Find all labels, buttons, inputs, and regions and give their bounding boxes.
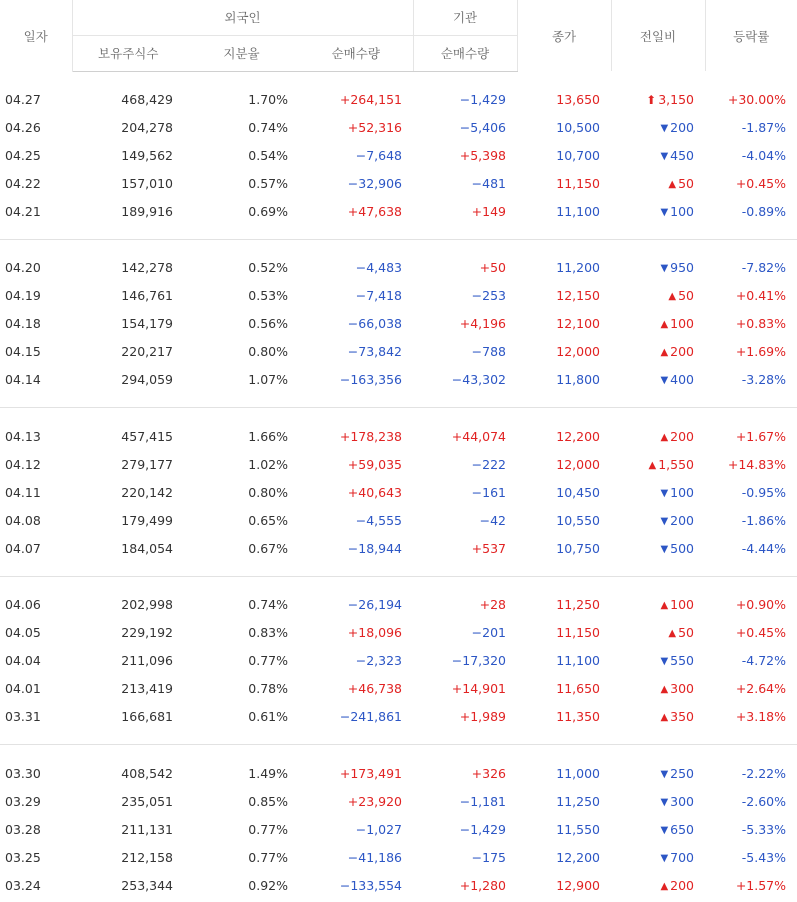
close-cell: 12,000 — [556, 344, 601, 359]
close-cell: 12,000 — [556, 456, 601, 472]
date-header: 일자 — [0, 0, 72, 71]
rate-cell: -5.33% — [741, 821, 787, 837]
ratio-cell: 0.78% — [248, 681, 288, 696]
close-cell: 11,800 — [556, 372, 601, 387]
holdings-cell: 157,010 — [121, 175, 173, 191]
triangle-down-icon: ▼ — [660, 263, 669, 274]
change-cell — [611, 759, 705, 787]
change-cell — [611, 254, 705, 282]
rate-cell: -1.87% — [741, 119, 787, 135]
date-cell: 04.18 — [5, 316, 41, 331]
foreign-net-cell: +52,316 — [347, 119, 403, 135]
date-cell: 03.30 — [5, 765, 41, 781]
close-cell: 11,150 — [556, 625, 601, 640]
ratio-cell: 0.80% — [248, 484, 288, 500]
change-value: 400 — [670, 372, 695, 387]
change-value: 300 — [670, 793, 695, 809]
arrow-up-icon: ⬆ — [646, 92, 657, 107]
holdings-cell: 211,131 — [121, 821, 173, 837]
triangle-down-icon: ▼ — [660, 150, 669, 162]
triangle-down-icon: ▼ — [660, 543, 669, 555]
change-cell — [611, 85, 705, 113]
ratio-cell: 0.67% — [248, 540, 288, 556]
foreign-net-cell: −41,186 — [347, 849, 403, 865]
ratio-cell: 0.83% — [248, 625, 288, 640]
change-value: 100 — [670, 316, 695, 331]
triangle-down-icon: ▼ — [660, 122, 669, 134]
inst-net-header: 순매수량 — [413, 35, 517, 71]
holdings-cell: 220,217 — [121, 344, 173, 359]
holdings-header: 보유주식수 — [72, 35, 184, 71]
holdings-cell: 294,059 — [121, 372, 173, 387]
table-row — [0, 647, 797, 675]
ratio-cell: 1.66% — [248, 428, 288, 444]
foreign-net-header: 순매수량 — [299, 35, 413, 71]
group-spacer — [0, 71, 797, 85]
triangle-up-icon: ▲ — [660, 712, 669, 723]
change-cell — [611, 197, 705, 225]
triangle-up-icon: ▲ — [660, 684, 669, 695]
foreign-net-cell: −133,554 — [339, 877, 403, 893]
foreign-net-cell: −73,842 — [347, 344, 403, 359]
foreign-net-cell: −66,038 — [347, 316, 403, 331]
foreign-net-cell: +178,238 — [339, 428, 403, 444]
rate-cell: -4.72% — [741, 653, 787, 668]
table-row — [0, 169, 797, 197]
ratio-cell: 0.61% — [248, 709, 288, 724]
foreign-net-cell: +40,643 — [347, 484, 403, 500]
foreign-net-cell: −7,648 — [355, 147, 403, 163]
rate-cell: +1.67% — [735, 428, 787, 444]
date-cell: 04.05 — [5, 625, 41, 640]
table-row — [0, 310, 797, 338]
close-cell: 11,100 — [556, 203, 601, 219]
rate-cell: -2.22% — [741, 765, 787, 781]
holdings-cell: 235,051 — [121, 793, 173, 809]
holdings-cell: 149,562 — [121, 147, 173, 163]
inst-net-cell: −161 — [471, 484, 507, 500]
inst-net-cell: +44,074 — [451, 428, 507, 444]
change-value: 200 — [670, 428, 695, 444]
foreign-group-header: 외국인 — [72, 0, 413, 35]
holdings-cell: 408,542 — [121, 765, 173, 781]
inst-net-cell: −1,181 — [459, 793, 507, 809]
inst-net-cell: −175 — [471, 849, 507, 865]
ratio-cell: 1.07% — [248, 372, 288, 387]
triangle-down-icon: ▼ — [660, 515, 669, 527]
triangle-down-icon: ▼ — [660, 206, 669, 218]
date-cell: 04.06 — [5, 597, 41, 612]
ratio-cell: 1.70% — [248, 91, 288, 107]
change-value: 100 — [670, 597, 695, 612]
group-spacer — [0, 745, 797, 759]
ratio-cell: 0.77% — [248, 653, 288, 668]
inst-net-cell: −1,429 — [459, 821, 507, 837]
holdings-cell: 229,192 — [121, 625, 173, 640]
change-value: 250 — [670, 765, 695, 781]
foreign-net-cell: +173,491 — [339, 765, 403, 781]
date-cell: 04.12 — [5, 456, 41, 472]
ratio-cell: 0.69% — [248, 203, 288, 219]
date-cell: 03.28 — [5, 821, 41, 837]
table-row — [0, 506, 797, 534]
foreign-net-cell: −1,027 — [355, 821, 403, 837]
table-row — [0, 591, 797, 619]
change-cell — [611, 282, 705, 310]
holdings-cell: 212,158 — [121, 849, 173, 865]
change-cell — [611, 141, 705, 169]
triangle-down-icon: ▼ — [660, 768, 669, 780]
holdings-cell: 204,278 — [121, 119, 173, 135]
table-row — [0, 422, 797, 450]
holdings-cell: 142,278 — [121, 260, 173, 275]
ratio-cell: 1.02% — [248, 456, 288, 472]
holdings-cell: 189,916 — [121, 203, 173, 219]
inst-net-cell: −5,406 — [459, 119, 507, 135]
inst-net-cell: +4,196 — [459, 316, 507, 331]
close-cell: 12,200 — [556, 849, 601, 865]
rate-cell: -1.86% — [741, 512, 787, 528]
rate-cell: -4.44% — [741, 540, 787, 556]
change-value: 3,150 — [658, 91, 695, 107]
table-row — [0, 843, 797, 871]
close-cell: 11,100 — [556, 653, 601, 668]
date-cell: 04.25 — [5, 147, 41, 163]
ratio-header: 지분율 — [184, 35, 299, 71]
rate-cell: -5.43% — [741, 849, 787, 865]
table-row — [0, 141, 797, 169]
change-cell — [611, 422, 705, 450]
triangle-up-icon: ▲ — [660, 431, 669, 443]
table-row — [0, 703, 797, 731]
date-cell: 04.20 — [5, 260, 41, 275]
change-value: 50 — [678, 625, 695, 640]
change-value: 100 — [670, 203, 695, 219]
table-row — [0, 254, 797, 282]
foreign-net-cell: −32,906 — [347, 175, 403, 191]
holdings-cell: 213,419 — [121, 681, 173, 696]
ratio-cell: 0.92% — [248, 877, 288, 893]
close-cell: 10,500 — [556, 119, 601, 135]
group-spacer — [0, 562, 797, 576]
change-value: 200 — [670, 512, 695, 528]
group-spacer — [0, 731, 797, 745]
close-cell: 12,900 — [556, 877, 601, 893]
foreign-net-cell: −4,555 — [355, 512, 403, 528]
rate-cell: +0.90% — [735, 597, 787, 612]
triangle-up-icon: ▲ — [668, 628, 677, 639]
close-cell: 11,650 — [556, 681, 601, 696]
close-cell: 11,250 — [556, 793, 601, 809]
holdings-cell: 220,142 — [121, 484, 173, 500]
date-cell: 04.26 — [5, 119, 41, 135]
inst-net-cell: +1,280 — [459, 877, 507, 893]
close-cell: 11,350 — [556, 709, 601, 724]
triangle-down-icon: ▼ — [660, 375, 669, 386]
change-value: 50 — [678, 288, 695, 303]
foreign-net-cell: −241,861 — [339, 709, 403, 724]
change-cell — [611, 366, 705, 394]
triangle-down-icon: ▼ — [660, 656, 669, 667]
triangle-down-icon: ▼ — [660, 487, 669, 499]
triangle-up-icon: ▲ — [668, 178, 677, 190]
ratio-cell: 0.52% — [248, 260, 288, 275]
triangle-up-icon: ▲ — [660, 880, 669, 892]
table-row — [0, 282, 797, 310]
change-value: 450 — [670, 147, 695, 163]
change-cell — [611, 506, 705, 534]
date-cell: 04.14 — [5, 372, 41, 387]
table-row — [0, 338, 797, 366]
close-cell: 10,750 — [556, 540, 601, 556]
rate-cell: -0.95% — [741, 484, 787, 500]
inst-net-cell: +28 — [479, 597, 507, 612]
change-value: 550 — [670, 653, 695, 668]
rate-cell: -2.60% — [741, 793, 787, 809]
change-value: 350 — [670, 709, 695, 724]
rate-cell: -4.04% — [741, 147, 787, 163]
close-cell: 11,250 — [556, 597, 601, 612]
change-value: 1,550 — [658, 456, 695, 472]
date-cell: 03.31 — [5, 709, 41, 724]
close-cell: 10,700 — [556, 147, 601, 163]
date-cell: 03.29 — [5, 793, 41, 809]
date-cell: 03.25 — [5, 849, 41, 865]
rate-cell: +1.69% — [735, 344, 787, 359]
date-cell: 03.24 — [5, 877, 41, 893]
triangle-down-icon: ▼ — [660, 852, 669, 864]
table-row — [0, 871, 797, 899]
change-cell — [611, 619, 705, 647]
table-row — [0, 197, 797, 225]
triangle-up-icon: ▲ — [660, 600, 669, 611]
inst-net-cell: −42 — [479, 512, 507, 528]
holdings-cell: 166,681 — [121, 709, 173, 724]
close-cell: 11,550 — [556, 821, 601, 837]
table-header — [0, 0, 797, 71]
holdings-cell: 154,179 — [121, 316, 173, 331]
rate-cell: -0.89% — [741, 203, 787, 219]
close-cell: 13,650 — [556, 91, 601, 107]
table-row — [0, 450, 797, 478]
ratio-cell: 0.85% — [248, 793, 288, 809]
change-cell — [611, 478, 705, 506]
ratio-cell: 0.57% — [248, 175, 288, 191]
holdings-cell: 184,054 — [121, 540, 173, 556]
change-cell — [611, 310, 705, 338]
change-cell — [611, 675, 705, 703]
foreign-net-cell: −163,356 — [339, 372, 403, 387]
change-cell — [611, 787, 705, 815]
ratio-cell: 1.49% — [248, 765, 288, 781]
change-value: 200 — [670, 877, 695, 893]
rate-cell: -7.82% — [741, 260, 787, 275]
foreign-net-cell: −7,418 — [355, 288, 403, 303]
change-value: 700 — [670, 849, 695, 865]
change-header: 전일비 — [611, 0, 705, 71]
change-value: 950 — [670, 260, 695, 275]
holdings-cell: 279,177 — [121, 456, 173, 472]
inst-net-cell: +5,398 — [459, 147, 507, 163]
rate-cell: +30.00% — [727, 91, 787, 107]
close-header: 종가 — [517, 0, 611, 71]
ratio-cell: 0.54% — [248, 147, 288, 163]
group-spacer — [0, 408, 797, 422]
close-cell: 11,200 — [556, 260, 601, 275]
foreign-net-cell: +59,035 — [347, 456, 403, 472]
foreign-net-cell: −18,944 — [347, 540, 403, 556]
triangle-up-icon: ▲ — [660, 347, 669, 358]
rate-cell: +1.57% — [735, 877, 787, 893]
table-row — [0, 619, 797, 647]
triangle-up-icon: ▲ — [648, 459, 657, 471]
close-cell: 12,100 — [556, 316, 601, 331]
date-cell: 04.13 — [5, 428, 41, 444]
inst-net-cell: −788 — [471, 344, 507, 359]
date-cell: 04.27 — [5, 91, 41, 107]
change-value: 200 — [670, 344, 695, 359]
change-cell — [611, 703, 705, 731]
change-value: 200 — [670, 119, 695, 135]
change-value: 500 — [670, 540, 695, 556]
rate-cell: +0.83% — [735, 316, 787, 331]
group-spacer — [0, 577, 797, 591]
foreign-net-cell: +46,738 — [347, 681, 403, 696]
date-cell: 04.04 — [5, 653, 41, 668]
rate-cell: +2.64% — [735, 681, 787, 696]
rate-cell: +3.18% — [735, 709, 787, 724]
table-row — [0, 815, 797, 843]
table-body — [0, 71, 797, 902]
table-row — [0, 113, 797, 141]
ratio-cell: 0.53% — [248, 288, 288, 303]
rate-cell: -3.28% — [741, 372, 787, 387]
rate-cell: +0.41% — [735, 288, 787, 303]
change-cell — [611, 450, 705, 478]
inst-net-cell: −1,429 — [459, 91, 507, 107]
change-cell — [611, 534, 705, 562]
triangle-down-icon: ▼ — [660, 824, 669, 836]
foreign-net-cell: +23,920 — [347, 793, 403, 809]
holdings-cell: 202,998 — [121, 597, 173, 612]
date-cell: 04.08 — [5, 512, 41, 528]
holdings-cell: 146,761 — [121, 288, 173, 303]
change-value: 100 — [670, 484, 695, 500]
close-cell: 10,450 — [556, 484, 601, 500]
change-cell — [611, 871, 705, 899]
change-cell — [611, 169, 705, 197]
ratio-cell: 0.74% — [248, 597, 288, 612]
holdings-cell: 179,499 — [121, 512, 173, 528]
date-cell: 04.01 — [5, 681, 41, 696]
rate-cell: +0.45% — [735, 625, 787, 640]
triangle-up-icon: ▲ — [668, 291, 677, 302]
inst-net-cell: −253 — [471, 288, 507, 303]
inst-net-cell: −17,320 — [451, 653, 507, 668]
table-row — [0, 478, 797, 506]
change-cell — [611, 591, 705, 619]
table-row — [0, 787, 797, 815]
holdings-cell: 457,415 — [121, 428, 173, 444]
change-value: 50 — [678, 175, 695, 191]
foreign-net-cell: +47,638 — [347, 203, 403, 219]
close-cell: 12,200 — [556, 428, 601, 444]
ratio-cell: 0.77% — [248, 821, 288, 837]
table-row — [0, 534, 797, 562]
group-spacer — [0, 394, 797, 408]
ratio-cell: 0.56% — [248, 316, 288, 331]
inst-net-cell: +50 — [479, 260, 507, 275]
date-cell: 04.07 — [5, 540, 41, 556]
triangle-up-icon: ▲ — [660, 319, 669, 330]
table-row — [0, 366, 797, 394]
holdings-cell: 253,344 — [121, 877, 173, 893]
institution-group-header: 기관 — [413, 0, 517, 35]
change-cell — [611, 338, 705, 366]
inst-net-cell: +149 — [471, 203, 507, 219]
table-row — [0, 675, 797, 703]
group-spacer — [0, 240, 797, 254]
group-spacer — [0, 225, 797, 239]
rate-cell: +0.45% — [735, 175, 787, 191]
date-cell: 04.19 — [5, 288, 41, 303]
date-cell: 04.11 — [5, 484, 41, 500]
change-value: 300 — [670, 681, 695, 696]
close-cell: 11,150 — [556, 175, 601, 191]
triangle-down-icon: ▼ — [660, 796, 669, 808]
close-cell: 11,000 — [556, 765, 601, 781]
change-cell — [611, 843, 705, 871]
foreign-net-cell: +18,096 — [347, 625, 403, 640]
date-cell: 04.22 — [5, 175, 41, 191]
foreign-net-cell: +264,151 — [339, 91, 403, 107]
foreign-net-cell: −26,194 — [347, 597, 403, 612]
ratio-cell: 0.65% — [248, 512, 288, 528]
change-cell — [611, 815, 705, 843]
holdings-cell: 468,429 — [121, 91, 173, 107]
ratio-cell: 0.74% — [248, 119, 288, 135]
inst-net-cell: −43,302 — [451, 372, 507, 387]
table-row — [0, 759, 797, 787]
ratio-cell: 0.80% — [248, 344, 288, 359]
inst-net-cell: −222 — [471, 456, 507, 472]
change-value: 650 — [670, 821, 695, 837]
rate-cell: +14.83% — [727, 456, 787, 472]
change-cell — [611, 113, 705, 141]
foreign-net-cell: −2,323 — [355, 653, 403, 668]
holdings-cell: 211,096 — [121, 653, 173, 668]
inst-net-cell: −481 — [471, 175, 507, 191]
date-cell: 04.21 — [5, 203, 41, 219]
ratio-cell: 0.77% — [248, 849, 288, 865]
close-cell: 10,550 — [556, 512, 601, 528]
close-cell: 12,150 — [556, 288, 601, 303]
date-cell: 04.15 — [5, 344, 41, 359]
inst-net-cell: +14,901 — [451, 681, 507, 696]
inst-net-cell: +326 — [471, 765, 507, 781]
change-cell — [611, 647, 705, 675]
rate-header: 등락률 — [733, 28, 770, 44]
inst-net-cell: +1,989 — [459, 709, 507, 724]
inst-net-cell: +537 — [471, 540, 507, 556]
foreign-net-cell: −4,483 — [355, 260, 403, 275]
table-row — [0, 85, 797, 113]
inst-net-cell: −201 — [471, 625, 507, 640]
